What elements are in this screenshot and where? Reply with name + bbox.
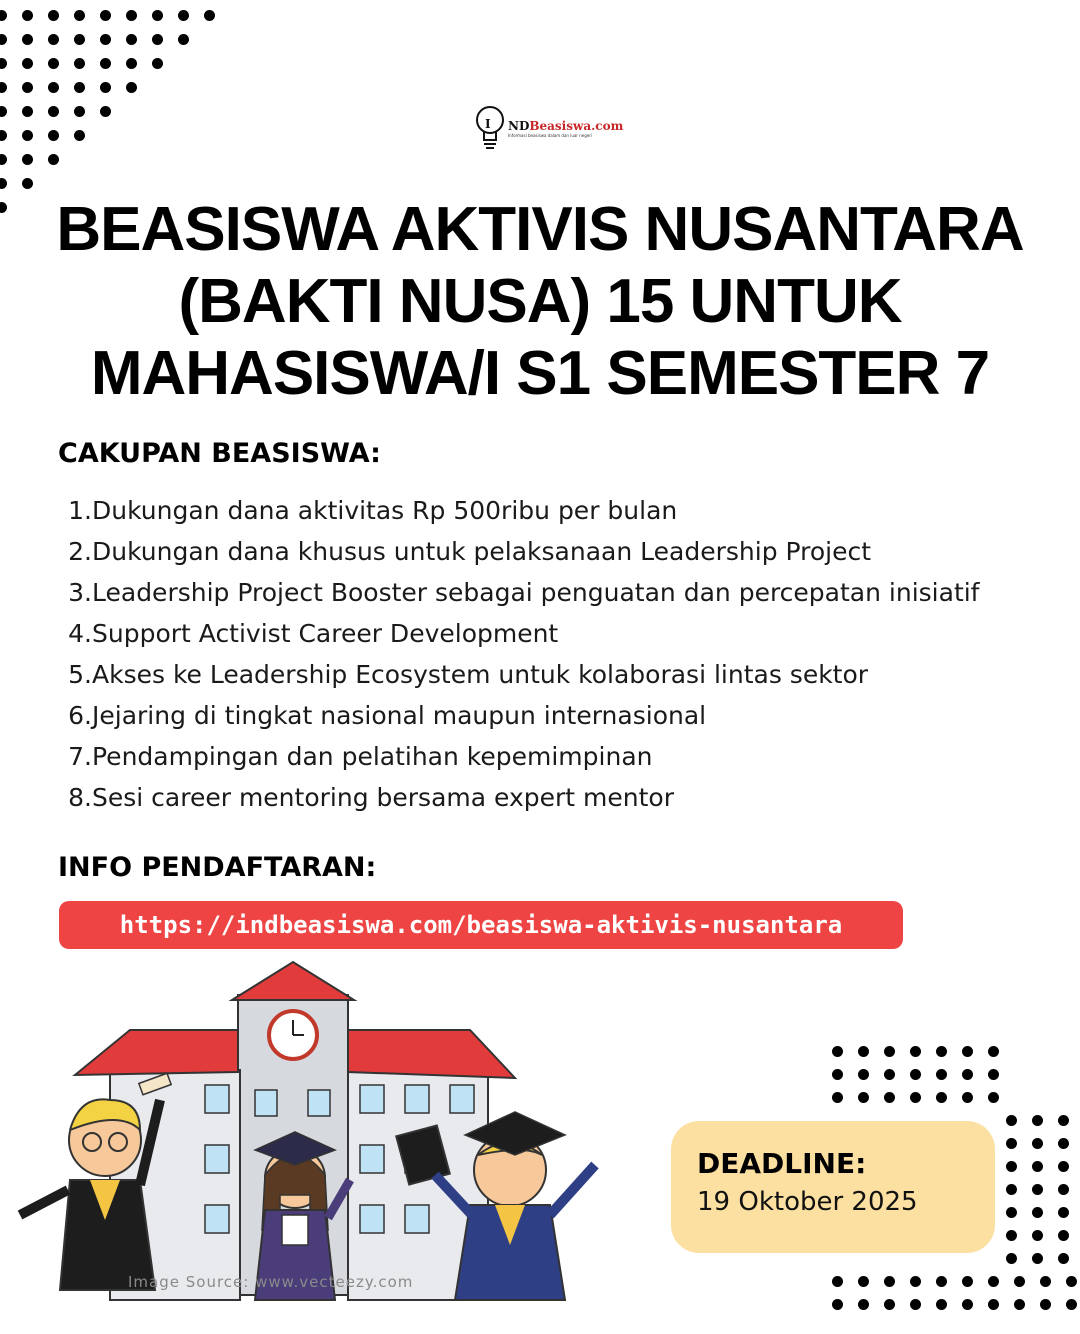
- decor-dot: [1058, 1184, 1069, 1195]
- decor-dot: [1058, 1207, 1069, 1218]
- list-item: 3. Leadership Project Booster sebagai penguatan dan percepatan inisiatif: [68, 578, 980, 607]
- decor-dot: [22, 34, 33, 45]
- decor-dot: [74, 82, 85, 93]
- decor-dot: [1058, 1138, 1069, 1149]
- deadline-box: [671, 1121, 995, 1253]
- image-source-credit: Image Source: www.vecteezy.com: [128, 1273, 414, 1291]
- decor-dot: [884, 1299, 895, 1310]
- decor-dot: [1006, 1138, 1017, 1149]
- page-title: [0, 194, 1080, 410]
- decor-dot: [832, 1069, 843, 1080]
- decor-dot: [858, 1276, 869, 1287]
- decor-dot: [962, 1276, 973, 1287]
- decor-dot: [910, 1276, 921, 1287]
- decor-dot: [988, 1092, 999, 1103]
- decor-dot: [910, 1299, 921, 1310]
- decor-dot: [858, 1069, 869, 1080]
- coverage-heading: CAKUPAN BEASISWA:: [58, 438, 381, 469]
- decor-dot: [74, 58, 85, 69]
- decor-dot: [832, 1276, 843, 1287]
- decor-dot: [22, 10, 33, 21]
- title-line: MAHASISWA/I S1 SEMESTER 7: [90, 339, 990, 408]
- decor-dot: [1032, 1115, 1043, 1126]
- decor-dot: [1040, 1299, 1051, 1310]
- decor-dot: [48, 58, 59, 69]
- decor-dot: [832, 1299, 843, 1310]
- decor-dot: [884, 1092, 895, 1103]
- list-item: 6. Jejaring di tingkat nasional maupun internasional: [68, 701, 707, 730]
- decor-dot: [858, 1299, 869, 1310]
- title-line: (BAKTI NUSA) 15 UNTUK: [178, 267, 902, 336]
- decor-dot: [100, 58, 111, 69]
- decor-dot: [178, 34, 189, 45]
- deadline-date: 19 Oktober 2025: [697, 1187, 918, 1217]
- lightbulb-icon: [474, 102, 506, 156]
- decor-dot: [988, 1299, 999, 1310]
- site-logo: [474, 102, 624, 156]
- decor-dot: [858, 1046, 869, 1057]
- decor-dot: [100, 10, 111, 21]
- registration-heading: INFO PENDAFTARAN:: [58, 852, 377, 883]
- decor-dot: [832, 1046, 843, 1057]
- decor-dot: [832, 1092, 843, 1103]
- decor-dot: [0, 34, 7, 45]
- decor-dot: [0, 178, 7, 189]
- decor-dot: [0, 82, 7, 93]
- decor-dot: [936, 1299, 947, 1310]
- decor-dot: [48, 106, 59, 117]
- decor-dot: [1032, 1253, 1043, 1264]
- decor-dot: [204, 10, 215, 21]
- decor-dot: [22, 154, 33, 165]
- list-item: 8. Sesi career mentoring bersama expert mentor: [68, 783, 674, 812]
- decor-dot: [858, 1092, 869, 1103]
- decor-dot: [1006, 1161, 1017, 1172]
- decor-dot: [988, 1069, 999, 1080]
- list-item: 4. Support Activist Career Development: [68, 619, 559, 648]
- decor-dot: [910, 1092, 921, 1103]
- decor-dot: [126, 82, 137, 93]
- decor-dot: [178, 10, 189, 21]
- decor-dot: [0, 154, 7, 165]
- decor-dot: [152, 34, 163, 45]
- decor-dot: [74, 34, 85, 45]
- decor-dot: [74, 106, 85, 117]
- decor-dot: [100, 106, 111, 117]
- decor-dot: [1040, 1276, 1051, 1287]
- decor-dot: [1066, 1276, 1077, 1287]
- decor-dot: [884, 1069, 895, 1080]
- decor-dot: [1006, 1115, 1017, 1126]
- decor-dot: [152, 10, 163, 21]
- list-item: 7. Pendampingan dan pelatihan kepemimpinan: [68, 742, 653, 771]
- decor-dot: [1006, 1230, 1017, 1241]
- decor-dot: [936, 1069, 947, 1080]
- decor-dot: [1006, 1184, 1017, 1195]
- decor-dot: [1032, 1207, 1043, 1218]
- decor-dot: [0, 106, 7, 117]
- decor-dot: [1058, 1253, 1069, 1264]
- decor-dot: [1066, 1299, 1077, 1310]
- decor-dot: [48, 130, 59, 141]
- logo-wordmark: NDBeasiswa.com: [508, 119, 624, 133]
- decor-dot: [48, 34, 59, 45]
- decor-dot: [884, 1276, 895, 1287]
- title-line: BEASISWA AKTIVIS NUSANTARA: [56, 195, 1024, 264]
- list-item: 2. Dukungan dana khusus untuk pelaksanaan Leadership Project: [68, 537, 872, 566]
- decor-dot: [1058, 1230, 1069, 1241]
- decor-dot: [988, 1046, 999, 1057]
- decor-dot: [1032, 1230, 1043, 1241]
- decor-dot: [22, 106, 33, 117]
- decor-dot: [936, 1092, 947, 1103]
- decor-dot: [962, 1092, 973, 1103]
- decor-dot: [910, 1069, 921, 1080]
- decor-dot: [1032, 1184, 1043, 1195]
- registration-link[interactable]: https://indbeasiswa.com/beasiswa-aktivis-nusantara: [59, 901, 903, 949]
- decor-dot: [152, 58, 163, 69]
- deadline-label: DEADLINE:: [697, 1147, 867, 1180]
- decor-dot: [0, 58, 7, 69]
- decor-dot: [936, 1276, 947, 1287]
- decor-dot: [126, 10, 137, 21]
- decor-dot: [1006, 1253, 1017, 1264]
- decor-dot: [22, 178, 33, 189]
- decor-dot: [962, 1069, 973, 1080]
- decor-dot: [1014, 1299, 1025, 1310]
- decor-dot: [1014, 1276, 1025, 1287]
- decor-dot: [48, 10, 59, 21]
- decor-dot: [910, 1046, 921, 1057]
- svg-text:I: I: [485, 117, 491, 131]
- decor-dot: [48, 82, 59, 93]
- decor-dot: [74, 130, 85, 141]
- decor-dot: [22, 130, 33, 141]
- logo-tagline: Informasi beasiswa dalam dan luar negeri: [508, 133, 592, 138]
- decor-dot: [1032, 1161, 1043, 1172]
- decor-dot: [0, 10, 7, 21]
- decor-dot: [962, 1046, 973, 1057]
- decor-dot: [22, 58, 33, 69]
- decor-dot: [1058, 1161, 1069, 1172]
- decor-dot: [936, 1046, 947, 1057]
- decor-dot: [1032, 1138, 1043, 1149]
- decor-dot: [1058, 1115, 1069, 1126]
- decor-dot: [74, 10, 85, 21]
- decor-dot: [48, 154, 59, 165]
- coverage-list: [62, 490, 980, 818]
- decor-dot: [0, 130, 7, 141]
- decor-dot: [884, 1046, 895, 1057]
- decor-dot: [100, 82, 111, 93]
- decor-dot: [126, 34, 137, 45]
- list-item: 5. Akses ke Leadership Ecosystem untuk kolaborasi lintas sektor: [68, 660, 869, 689]
- decor-dot: [126, 58, 137, 69]
- decor-dot: [100, 34, 111, 45]
- list-item: 1. Dukungan dana aktivitas Rp 500ribu per bulan: [68, 496, 678, 525]
- decor-dot: [988, 1276, 999, 1287]
- decor-dot: [1006, 1207, 1017, 1218]
- decor-dot: [22, 82, 33, 93]
- decor-dot: [962, 1299, 973, 1310]
